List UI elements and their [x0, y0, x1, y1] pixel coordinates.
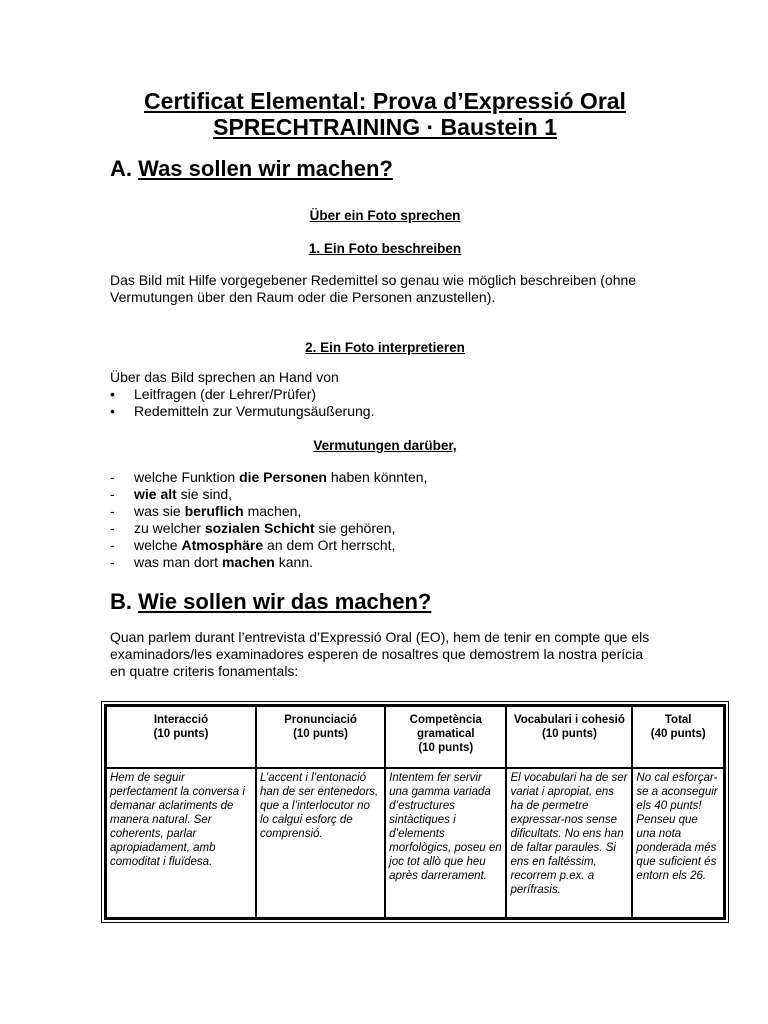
cell-vocabulari: El vocabulari ha de ser variat i apropiat, ens ha de permetre expressar-nos sense dificultats. No ens han de faltar paraules. Si ens en faltéssim, recorrem p.ex. a perífrasis.: [506, 768, 632, 918]
header-interaccio: Interacció (10 punts): [106, 706, 256, 768]
header-total: Total (40 punts): [632, 706, 724, 768]
dash-item: - wie alt sie sind,: [110, 486, 660, 503]
section-b-heading: [110, 589, 660, 615]
criteria-description-row: [106, 768, 724, 918]
vermutungen-title: Vermutungen darüber,: [313, 438, 457, 453]
criteria-header-row: [106, 706, 724, 768]
dash-item: - was man dort machen kann.: [110, 554, 660, 571]
vermutungen-list: [110, 469, 660, 571]
section-a-subtitle: Über ein Foto sprechen: [309, 208, 461, 223]
bullet-item: • Redemitteln zur Vermutungsäußerung.: [110, 403, 660, 420]
header-vocabulari: Vocabulari i cohesió (10 punts): [506, 706, 632, 768]
title-line-1: Certificat Elemental: Prova d’Expressió Oral: [144, 88, 626, 114]
title-line-2: SPRECHTRAINING · Baustein 1: [213, 114, 557, 140]
part1-title: 1. Ein Foto beschreiben: [308, 241, 462, 256]
part2-title: 2. Ein Foto interpretieren: [305, 340, 465, 355]
cell-pronunciacio: L’accent i l’entonació han de ser entenedors, que a l’interlocutor no lo calgui esforç de comprensió.: [256, 768, 385, 918]
dash-item: - was sie beruflich machen,: [110, 503, 660, 520]
section-a-title: Was sollen wir machen?: [138, 156, 393, 181]
cell-total: No cal esforçar-se a aconseguir els 40 punts! Penseu que una nota ponderada més que suficient és entorn els 26.: [632, 768, 724, 918]
part1-text: Das Bild mit Hilfe vorgegebener Redemittel so genau wie möglich beschreiben (ohne Vermutungen über den Raum oder die Personen anzustellen).: [110, 272, 637, 305]
bullet-item: • Leitfragen (der Lehrer/Prüfer): [110, 386, 660, 403]
part2-bullet-list: [110, 386, 660, 420]
cell-competencia: Intentem fer servir una gamma variada d’estructures sintàctiques i d’elements morfològics, poseu en joc tot allò que heu après darrerament.: [385, 768, 506, 918]
dash-item: - welche Atmosphäre an dem Ort herrscht,: [110, 537, 660, 554]
header-competencia: Competència gramatical (10 punts): [385, 706, 506, 768]
section-b-title: Wie sollen wir das machen?: [138, 589, 432, 614]
section-b-letter: B.: [110, 589, 132, 614]
dash-item: - zu welcher sozialen Schicht sie gehören,: [110, 520, 660, 537]
section-a-letter: A.: [110, 156, 132, 181]
criteria-table: [104, 704, 726, 920]
document-title: [110, 88, 660, 140]
part2-intro: Über das Bild sprechen an Hand von: [110, 369, 339, 385]
document-page: [110, 88, 660, 680]
section-b-intro: Quan parlem durant l’entrevista d’Expressió Oral (EO), hem de tenir en compte que els examinadors/les examinadores esperen de nosaltres que demostrem la nostra perícia en quatre criteris fonamentals:: [110, 629, 650, 679]
section-a-heading: [110, 156, 660, 182]
header-pronunciacio: Pronunciació (10 punts): [256, 706, 385, 768]
cell-interaccio: Hem de seguir perfectament la conversa i demanar aclariments de manera natural. Ser coherents, parlar apropiadament, amb comoditat i fluïdesa.: [106, 768, 256, 918]
dash-item: - welche Funktion die Personen haben könnten,: [110, 469, 660, 486]
